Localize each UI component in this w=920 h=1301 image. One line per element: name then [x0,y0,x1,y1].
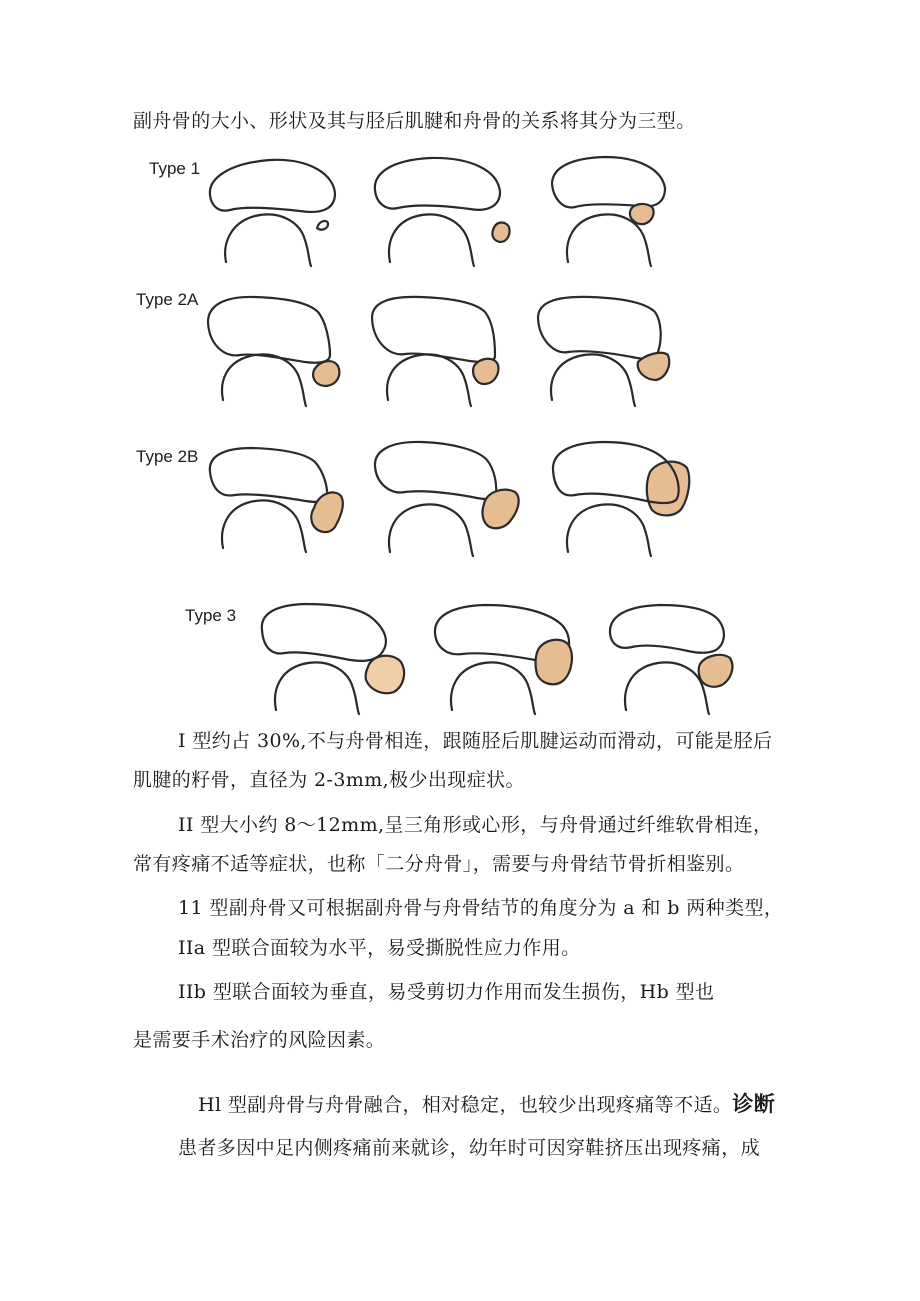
paragraph-type-2b-line-2: 是需要手术治疗的风险因素。 [133,1029,386,1051]
paragraph-type-2-line-2: 常有疼痛不适等症状，也称「二分舟骨」，需要与舟骨结节骨折相鉴别。 [133,853,745,875]
paragraph-type-2b-line-1: IIb 型联合面较为垂直，易受剪切力作用而发生损伤，Hb 型也 [178,981,715,1003]
paragraph-type-2-line-1: II 型大小约 8～12mm,呈三角形或心形，与舟骨通过纤维软骨相连， [178,814,773,836]
paragraph-type-1-line-2: 肌腱的籽骨，直径为 2-3mm,极少出现症状。 [133,769,525,791]
type-3-diagram-2 [435,605,572,714]
intro-text: 副舟骨的大小、形状及其与胫后肌腱和舟骨的关系将其分为三型。 [133,110,696,132]
type-3-diagram-3 [610,605,732,714]
type-1-diagram-3 [552,157,665,266]
diagnosis-heading: 诊断 [732,1092,776,1116]
type-2a-diagram-2 [372,297,498,406]
type-3-diagram-1 [262,604,404,714]
type-2b-diagram-2 [375,442,519,556]
figure-label-type-2b: Type 2B [136,447,199,466]
figure-label-type-2a: Type 2A [136,290,199,309]
paragraph-diagnosis-line-1: 患者多因中足内侧疼痛前来就诊，幼年时可因穿鞋挤压出现疼痛，成 [178,1137,761,1159]
type-2b-diagram-3 [553,442,689,556]
type-1-diagram-2 [375,158,510,266]
paragraph-type-1-line-1: I 型约占 30%,不与舟骨相连，跟随胫后肌腱运动而滑动，可能是胫后 [178,730,773,752]
type-2a-diagram-1 [208,297,339,406]
type-1-diagram-1 [210,160,335,266]
paragraph-type-3 [198,1091,775,1118]
paragraph-type-2a: IIa 型联合面较为水平，易受撕脱性应力作用。 [178,937,581,959]
figure-label-type-1: Type 1 [149,159,201,178]
type-2b-diagram-1 [210,448,343,552]
type-2a-diagram-3 [538,297,669,406]
figure-label-type-3: Type 3 [185,606,237,625]
paragraph-type-3-text: Hl 型副舟骨与舟骨融合，相对稳定，也较少出现疼痛等不适。 [198,1094,733,1116]
paragraph-type-2-subtypes: 11 型副舟骨又可根据副舟骨与舟骨结节的角度分为 a 和 b 两种类型， [178,897,784,919]
